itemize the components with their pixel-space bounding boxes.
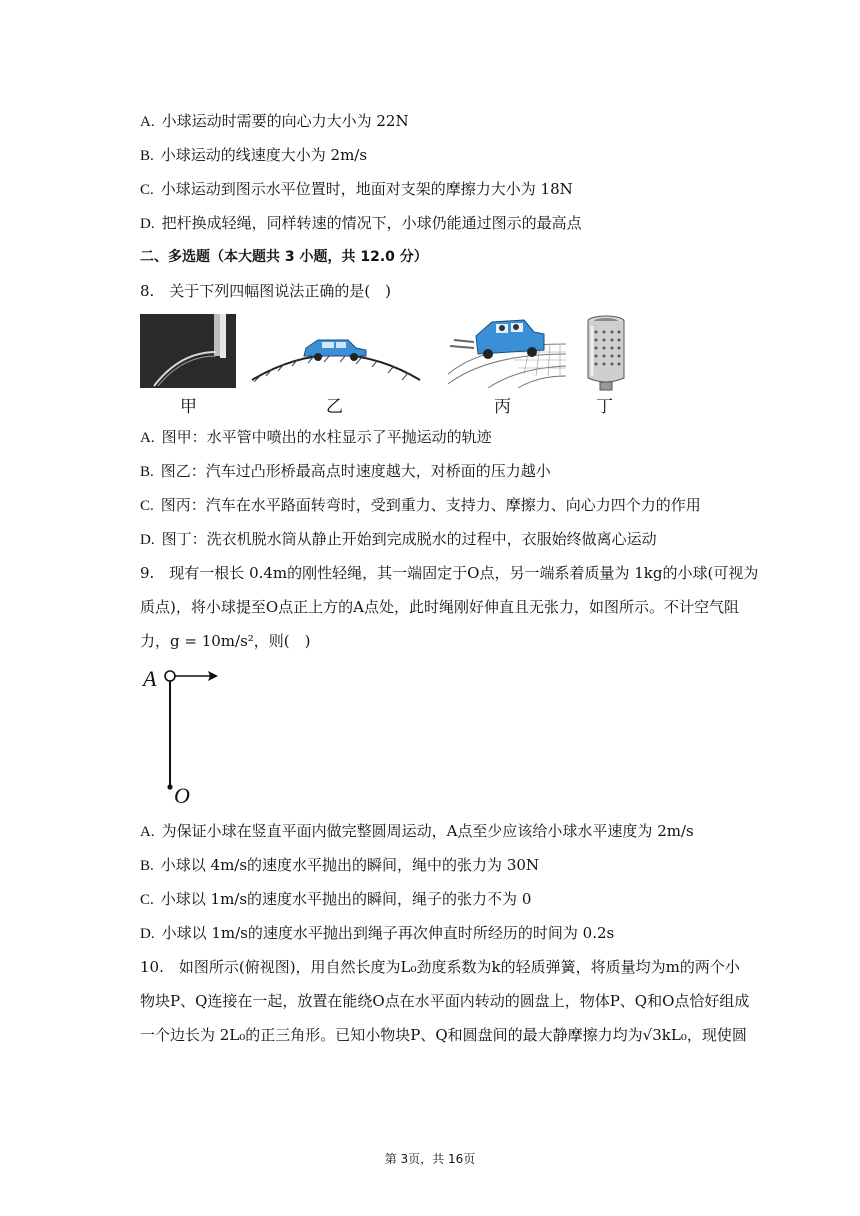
q9-stem-line-3: 力，g = 10m/s²，则( ) [140, 632, 311, 650]
figure-spin-drum [584, 314, 628, 392]
option-text: 把杆换成轻绳，同样转速的情况下，小球仍能通过图示的最高点 [161, 214, 582, 232]
q9-option-a [140, 821, 694, 842]
q10-stem-line-1: 10. 如图所示(俯视图)，用自然长度为L₀劲度系数为k的轻质弹簧，将质量均为m的两个小 [140, 958, 740, 976]
option-label: B. [140, 858, 154, 874]
option-label: A. [140, 114, 155, 130]
q9-option-c [140, 889, 531, 910]
figure-car-turning [448, 314, 568, 388]
q9-option-b [140, 855, 539, 876]
q8-option-a [140, 427, 492, 448]
option-label: C. [140, 498, 154, 514]
option-label: C. [140, 892, 154, 908]
option-label: D. [140, 532, 155, 548]
option-text: 图乙：汽车过凸形桥最高点时速度越大，对桥面的压力越小 [160, 462, 551, 480]
caption-ding: 丁 [596, 397, 613, 417]
q10-stem-line-2: 物块P、Q连接在一起，放置在能绕O点在水平面内转动的圆盘上，物体P、Q和O点恰好组成 [140, 992, 750, 1010]
caption-bing: 丙 [494, 397, 511, 417]
q8-option-d [140, 529, 657, 550]
figure-convex-bridge [248, 322, 424, 382]
option-label: B. [140, 464, 154, 480]
section-title: 二、多选题（本大题共 3 小题，共 12.0 分） [140, 249, 428, 265]
q7-option-b [140, 145, 367, 166]
q10-stem-line-3: 一个边长为 2L₀的正三角形。已知小物块P、Q和圆盘间的最大静摩擦力均为√3kL₀，现使圆 [140, 1026, 747, 1044]
option-text: 小球运动时需要的向心力大小为 22N [161, 112, 409, 130]
option-label: D. [140, 216, 155, 232]
figure-water-jet [140, 314, 236, 388]
option-text: 为保证小球在竖直平面内做完整圆周运动，A点至少应该给小球水平速度为 2m/s [161, 822, 694, 840]
q7-option-d [140, 213, 582, 234]
caption-jia: 甲 [180, 397, 197, 417]
option-text: 小球以 4m/s的速度水平抛出的瞬间，绳中的张力为 30N [160, 856, 540, 874]
option-text: 图丁：洗衣机脱水筒从静止开始到完成脱水的过程中，衣服始终做离心运动 [161, 530, 657, 548]
figure-rope-ball [140, 662, 230, 808]
page-footer: 第 3页，共 16页 [384, 1152, 476, 1166]
option-label: A. [140, 430, 155, 446]
option-text: 图甲：水平管中喷出的水柱显示了平抛运动的轨迹 [161, 428, 492, 446]
q7-option-a [140, 111, 409, 132]
option-text: 小球运动的线速度大小为 2m/s [160, 146, 368, 164]
q7-option-c [140, 179, 573, 200]
label-o: O [174, 783, 190, 808]
option-text: 小球以 1m/s的速度水平抛出到绳子再次伸直时所经历的时间为 0.2s [161, 924, 615, 942]
option-label: B. [140, 148, 154, 164]
option-label: C. [140, 182, 154, 198]
q8-stem: 8. 关于下列四幅图说法正确的是( ) [140, 282, 392, 300]
q9-stem-line-2: 质点)，将小球提至O点正上方的A点处，此时绳刚好伸直且无张力，如图所示。不计空气阻 [140, 598, 739, 616]
q9-stem-line-1: 9. 现有一根长 0.4m的刚性轻绳，其一端固定于O点，另一端系着质量为 1kg的小球(可视为 [140, 564, 759, 582]
option-text: 小球运动到图示水平位置时，地面对支架的摩擦力大小为 18N [160, 180, 573, 198]
option-label: D. [140, 926, 155, 942]
q9-option-d [140, 923, 614, 944]
label-a: A [143, 666, 157, 691]
option-label: A. [140, 824, 155, 840]
option-text: 图丙：汽车在水平路面转弯时，受到重力、支持力、摩擦力、向心力四个力的作用 [160, 496, 701, 514]
caption-yi: 乙 [326, 397, 343, 417]
q8-option-c [140, 495, 701, 516]
q8-option-b [140, 461, 551, 482]
option-text: 小球以 1m/s的速度水平抛出的瞬间，绳子的张力不为 0 [160, 890, 532, 908]
